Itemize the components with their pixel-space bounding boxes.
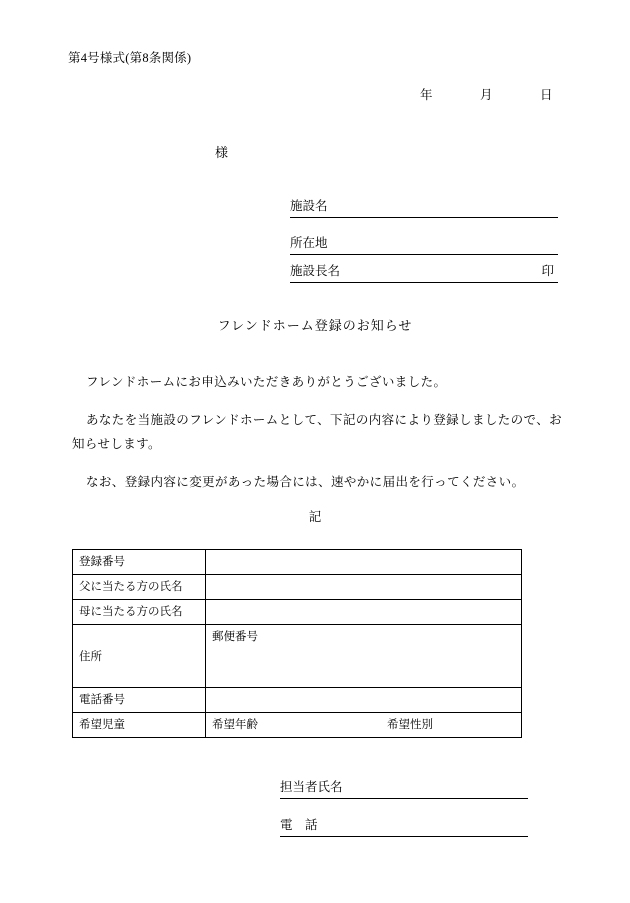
row-value-mother-name[interactable]	[206, 600, 522, 625]
facility-name-rule	[290, 217, 558, 218]
table-row	[73, 688, 522, 713]
facility-name-field[interactable]	[290, 196, 558, 220]
contact-person-rule	[280, 798, 528, 799]
row-label-phone: 電話番号	[73, 688, 206, 713]
facility-name-label: 施設名	[290, 199, 328, 213]
row-label-father-name: 父に当たる方の氏名	[73, 575, 206, 600]
contact-person-label: 担当者氏名	[280, 780, 343, 794]
facility-head-field[interactable]	[290, 261, 558, 285]
desired-gender-label: 希望性別	[387, 719, 433, 731]
table-row	[73, 625, 522, 688]
date-day-label: 日	[540, 88, 553, 102]
facility-address-field[interactable]	[290, 233, 558, 257]
contact-person-field[interactable]	[280, 777, 528, 801]
row-value-father-name[interactable]	[206, 575, 522, 600]
row-value-address[interactable]: 郵便番号	[206, 625, 522, 688]
row-label-desired-child: 希望児童	[73, 713, 206, 738]
date-year-label: 年	[420, 88, 433, 102]
desired-age-label: 希望年齢	[212, 719, 258, 731]
facility-head-rule	[290, 282, 558, 283]
contact-tel-field[interactable]	[280, 815, 528, 839]
date-month-label: 月	[480, 88, 493, 102]
body-paragraph-2: あなたを当施設のフレンドホームとして、下記の内容により登録しましたので、お知らせします。	[72, 413, 562, 451]
table-row	[73, 713, 522, 738]
facility-address-label: 所在地	[290, 236, 328, 250]
row-label-address: 住所	[73, 625, 206, 688]
seal-mark: 印	[541, 264, 554, 278]
body-paragraph-3: なお、登録内容に変更があった場合には、速やかに届出を行ってください。	[86, 475, 525, 489]
row-value-phone[interactable]	[206, 688, 522, 713]
ki-mark: 記	[308, 510, 322, 524]
row-value-registration-number[interactable]	[206, 550, 522, 575]
facility-address-rule	[290, 254, 558, 255]
addressee-label: 様	[215, 145, 229, 160]
row-label-mother-name: 母に当たる方の氏名	[73, 600, 206, 625]
page-title: フレンドホーム登録のお知らせ	[217, 318, 413, 333]
contact-tel-label: 電 話	[280, 818, 318, 832]
registration-table	[72, 549, 522, 738]
table-row	[73, 550, 522, 575]
desired-child-split	[212, 716, 515, 732]
contact-tel-rule	[280, 836, 528, 837]
table-row	[73, 575, 522, 600]
row-value-desired-child[interactable]	[206, 713, 522, 738]
form-number: 第4号様式(第8条関係)	[68, 51, 192, 65]
facility-head-label: 施設長名	[290, 264, 341, 278]
table-row	[73, 600, 522, 625]
row-label-registration-number: 登録番号	[73, 550, 206, 575]
body-paragraph-1: フレンドホームにお申込みいただきありがとうございました。	[86, 375, 447, 389]
